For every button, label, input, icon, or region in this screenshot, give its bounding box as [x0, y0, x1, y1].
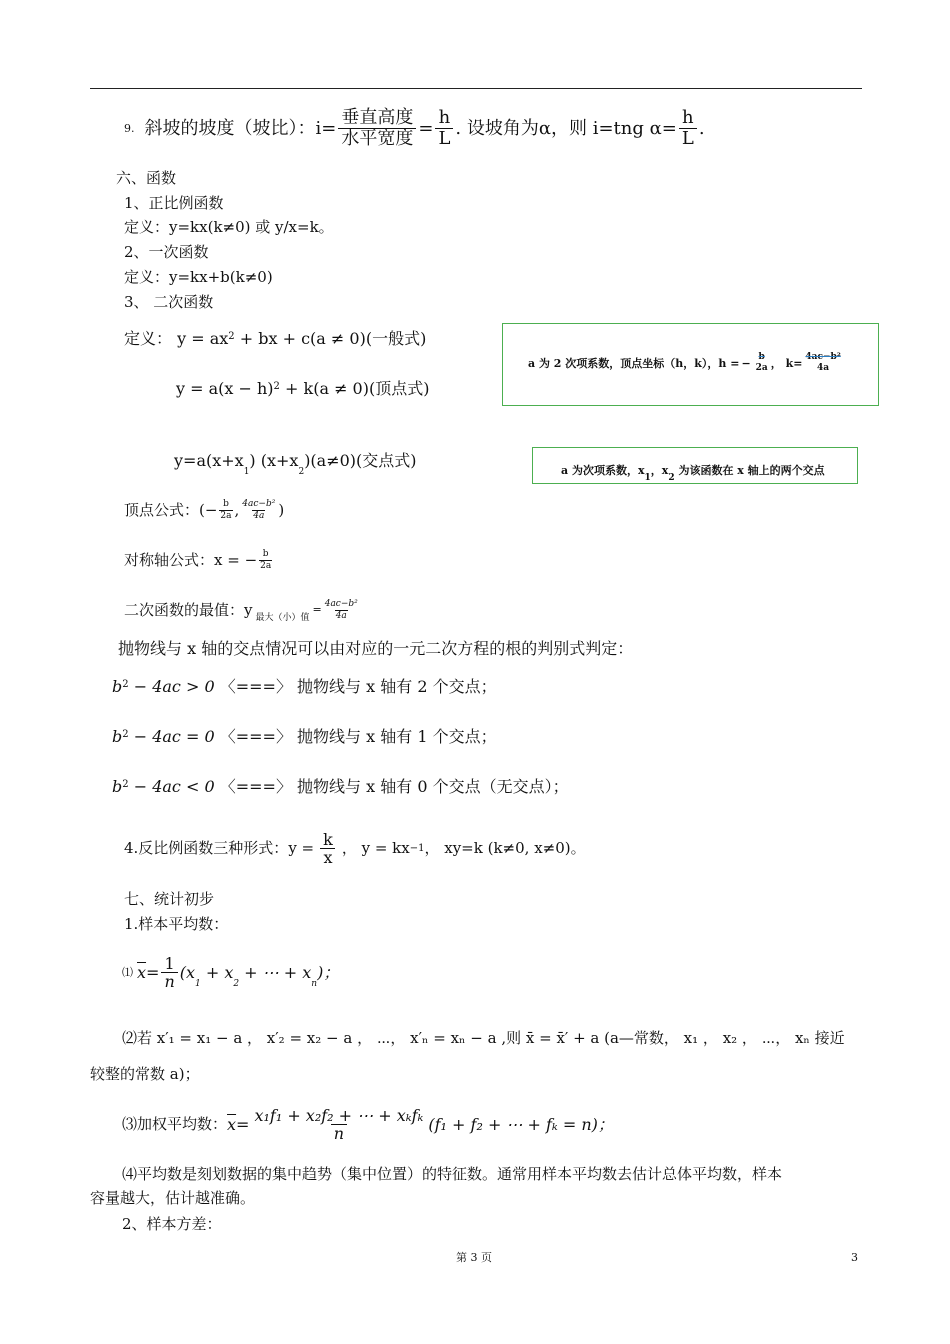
section-heading-functions: 六、函数 — [116, 169, 177, 187]
mean-remark: ⑷平均数是刻划数据的集中趋势（集中位置）的特征数。通常用样本平均数去估计总体平均数，样本 — [122, 1165, 783, 1183]
definition-proportional: 定义：y=kx(k≠0) 或 y/x=k。 — [124, 218, 334, 236]
weighted-mean-formula: ⑶加权平均数： $\overline{x}$ = $\frac{\text{x₁f₁ + x₂f₂ + ⋯ + xₖfₖ}}{n}$ (f₁ + f₂ + ⋯ + fₖ = n)； — [122, 1105, 614, 1144]
discriminant-intro: 抛物线与 x 轴的交点情况可以由对应的一元二次方程的根的判别式判定： — [118, 639, 634, 658]
note-box-intercept: a 为次项系数，$x_1$，$x_2$ 为该函数在 x 轴上的两个交点 — [532, 447, 858, 484]
definition-linear: 定义：y=kx+b(k≠0) — [124, 268, 273, 286]
subsection-quadratic: 3、 二次函数 — [124, 293, 214, 311]
slope-line: 9. 斜坡的坡度（坡比）：i= $\frac{\text{垂直高度}}{\text{水平宽度}}$ = $\frac{h}{L}$ . 设坡角为α，则 i=tng α= $\frac{h}{L}$ . — [124, 107, 705, 150]
vertex-formula: 顶点公式：(− $\frac{b}{2a}$ , $\frac{\text{4ac−b²}}{4a}$ ) — [124, 499, 285, 521]
mean-formula-2-cont: 较整的常数 a)； — [90, 1065, 200, 1083]
discriminant-case-negative: $b^2 - 4ac < 0$ 〈===〉 抛物线与 x 轴有 0 个交点（无交点）； — [112, 777, 569, 796]
subsection-proportional: 1、正比例函数 — [124, 194, 224, 212]
subsection-sample-mean: 1.样本平均数： — [124, 915, 229, 933]
slope-fraction: $\frac{\text{垂直高度}}{\text{水平宽度}}$ — [338, 108, 416, 149]
h-over-l-fraction-2: $\frac{h}{L}$ — [679, 108, 697, 149]
mean-formula-1: ⑴ $\overline{x}$ = $\frac{1}{n}$ ($x_1 + x_2$ + ⋯ + $x_n$)； — [122, 953, 340, 992]
note-box-vertex: a 为 2 次项系数，顶点坐标（h，k），h = − b 2a ， k= 4ac−b² 4a — [502, 323, 879, 406]
mean-formula-2: ⑵若 x′₁ = x₁ − a ， x′₂ = x₂ − a ， ⋯， x′ₙ = xₙ − a ,则 x̄ = x̄′ + a (a—常数， x₁ ， x₂ ， ⋯， xₙ 接近 — [122, 1029, 845, 1047]
quadratic-vertex-form: $y = a(x - h)^2 + k(a \ne 0)$(顶点式) — [176, 379, 430, 398]
h-over-l-fraction: $\frac{h}{L}$ — [435, 108, 453, 149]
quadratic-intercept-form: $y=a(x+x_1)$ $(x+x_2)(a\ne 0)$(交点式) — [174, 451, 417, 477]
symmetry-axis-formula: 对称轴公式：x = − $\frac{b}{2a}$ — [124, 549, 272, 571]
item-number: 9. — [124, 121, 135, 135]
section-heading-statistics: 七、统计初步 — [124, 890, 215, 908]
page-footer-label: 第 3 页 — [456, 1251, 492, 1264]
subsection-linear: 2、一次函数 — [124, 243, 209, 261]
discriminant-case-positive: $b^2 - 4ac > 0$ 〈===〉 抛物线与 x 轴有 2 个交点； — [112, 677, 497, 696]
subsection-sample-variance: 2、样本方差： — [122, 1215, 222, 1233]
discriminant-case-zero: $b^2 - 4ac = 0$ 〈===〉 抛物线与 x 轴有 1 个交点； — [112, 727, 497, 746]
extreme-value-formula: 二次函数的最值：y 最大（小）值 = $\frac{\text{4ac−b²}}{4a}$ — [124, 599, 358, 624]
page-number: 3 — [851, 1251, 858, 1264]
mean-remark-cont: 容量越大，估计越准确。 — [90, 1189, 256, 1207]
header-rule — [90, 88, 862, 89]
inverse-function-forms: 4.反比例函数三种形式：y = $\frac{k}{x}$ ， y = kx −1 ， xy=k (k≠0, x≠0)。 — [124, 829, 586, 868]
quadratic-general-form: 定义： $y = ax^2$ + bx + c(a ≠ 0)(一般式) — [124, 329, 427, 348]
